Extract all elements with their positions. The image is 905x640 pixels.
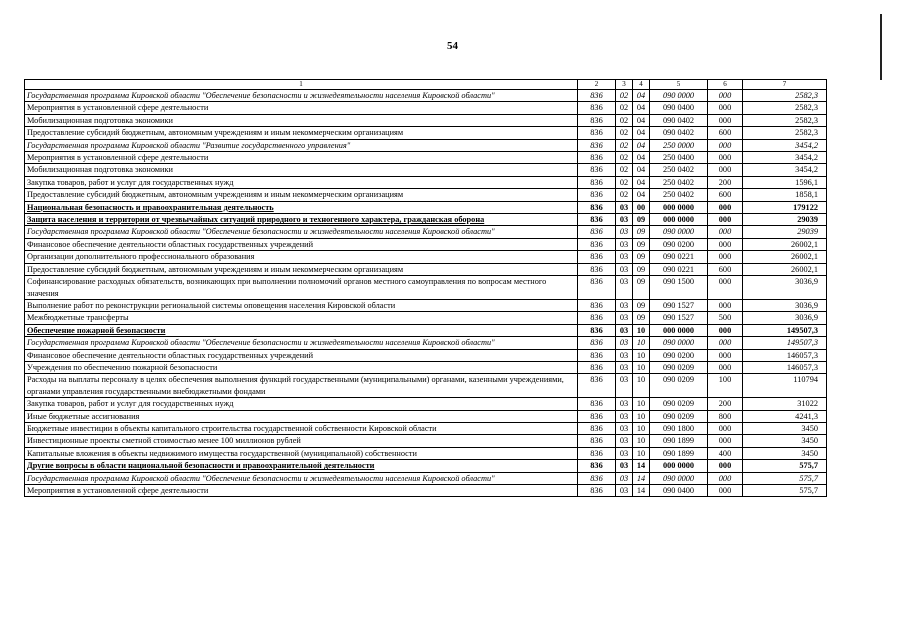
row-expense-type-code: 000 — [708, 201, 743, 213]
row-target-code: 090 0402 — [650, 127, 708, 139]
row-section-code: 02 — [616, 189, 633, 201]
row-ministry-code: 836 — [578, 102, 616, 114]
row-subsection-code: 04 — [633, 102, 650, 114]
row-ministry-code: 836 — [578, 435, 616, 447]
row-ministry-code: 836 — [578, 312, 616, 324]
table-row — [25, 152, 827, 164]
row-section-code: 03 — [616, 472, 633, 484]
row-amount: 2582,3 — [743, 102, 827, 114]
table-row — [25, 324, 827, 336]
table-row — [25, 189, 827, 201]
row-subsection-code: 10 — [633, 324, 650, 336]
row-amount: 3450 — [743, 435, 827, 447]
row-description: Межбюджетные трансферты — [25, 312, 578, 324]
row-target-code: 090 0400 — [650, 102, 708, 114]
row-section-code: 03 — [616, 398, 633, 410]
row-amount: 1596,1 — [743, 176, 827, 188]
row-expense-type-code: 000 — [708, 214, 743, 226]
row-section-code: 03 — [616, 410, 633, 422]
row-description: Иные бюджетные ассигнования — [25, 410, 578, 422]
row-subsection-code: 14 — [633, 485, 650, 497]
row-description: Расходы на выплаты персоналу в целях обеспечения выполнения функций государственными (муниципальными) органами, казенными учреждениями, органами управления государственными внебюджетными фондами — [25, 374, 578, 398]
row-amount: 149507,3 — [743, 337, 827, 349]
table-row — [25, 90, 827, 102]
row-description: Закупка товаров, работ и услуг для государственных нужд — [25, 398, 578, 410]
row-ministry-code: 836 — [578, 251, 616, 263]
row-ministry-code: 836 — [578, 485, 616, 497]
row-expense-type-code: 000 — [708, 114, 743, 126]
row-description: Государственная программа Кировской области "Обеспечение безопасности и жизнедеятельности населения Кировской области" — [25, 226, 578, 238]
row-amount: 2582,3 — [743, 127, 827, 139]
row-description: Мероприятия в установленной сфере деятельности — [25, 152, 578, 164]
row-target-code: 000 0000 — [650, 214, 708, 226]
row-description: Другие вопросы в области национальной безопасности и правоохранительной деятельности — [25, 460, 578, 472]
row-subsection-code: 10 — [633, 410, 650, 422]
table-row — [25, 472, 827, 484]
row-amount: 149507,3 — [743, 324, 827, 336]
row-target-code: 090 0000 — [650, 472, 708, 484]
row-expense-type-code: 000 — [708, 238, 743, 250]
row-target-code: 090 0402 — [650, 114, 708, 126]
row-description: Предоставление субсидий бюджетным, автономным учреждениям и иным некоммерческим организациям — [25, 263, 578, 275]
row-description: Финансовое обеспечение деятельности областных государственных учреждений — [25, 238, 578, 250]
page-number: 54 — [447, 40, 458, 52]
row-amount: 26002,1 — [743, 238, 827, 250]
row-subsection-code: 10 — [633, 361, 650, 373]
row-section-code: 03 — [616, 485, 633, 497]
row-target-code: 090 0000 — [650, 226, 708, 238]
row-target-code: 090 1899 — [650, 447, 708, 459]
row-ministry-code: 836 — [578, 374, 616, 398]
row-target-code: 250 0400 — [650, 152, 708, 164]
budget-table-body — [25, 80, 827, 497]
row-expense-type-code: 000 — [708, 164, 743, 176]
row-expense-type-code: 000 — [708, 276, 743, 300]
row-target-code: 090 0000 — [650, 90, 708, 102]
row-expense-type-code: 800 — [708, 410, 743, 422]
row-amount: 575,7 — [743, 460, 827, 472]
row-target-code: 090 0200 — [650, 238, 708, 250]
row-amount: 26002,1 — [743, 251, 827, 263]
row-expense-type-code: 000 — [708, 435, 743, 447]
row-subsection-code: 09 — [633, 263, 650, 275]
table-row — [25, 299, 827, 311]
row-expense-type-code: 000 — [708, 349, 743, 361]
row-section-code: 03 — [616, 276, 633, 300]
budget-table — [24, 79, 827, 497]
row-expense-type-code: 000 — [708, 152, 743, 164]
row-expense-type-code: 600 — [708, 263, 743, 275]
row-target-code: 090 0200 — [650, 349, 708, 361]
row-amount: 3450 — [743, 422, 827, 434]
row-amount: 1858,1 — [743, 189, 827, 201]
row-description: Инвестиционные проекты сметной стоимостью менее 100 миллионов рублей — [25, 435, 578, 447]
row-target-code: 090 0221 — [650, 263, 708, 275]
row-section-code: 03 — [616, 214, 633, 226]
row-amount: 4241,3 — [743, 410, 827, 422]
row-amount: 2582,3 — [743, 114, 827, 126]
table-row — [25, 435, 827, 447]
row-description: Мобилизационная подготовка экономики — [25, 114, 578, 126]
table-row — [25, 102, 827, 114]
row-subsection-code: 04 — [633, 189, 650, 201]
row-target-code: 090 1899 — [650, 435, 708, 447]
table-row — [25, 447, 827, 459]
header-col-4: 4 — [633, 80, 650, 90]
row-ministry-code: 836 — [578, 90, 616, 102]
table-row — [25, 398, 827, 410]
row-ministry-code: 836 — [578, 460, 616, 472]
header-col-1: 1 — [25, 80, 578, 90]
row-description: Обеспечение пожарной безопасности — [25, 324, 578, 336]
row-section-code: 02 — [616, 139, 633, 151]
row-subsection-code: 09 — [633, 251, 650, 263]
row-target-code: 090 0221 — [650, 251, 708, 263]
row-amount: 3454,2 — [743, 152, 827, 164]
row-description: Государственная программа Кировской области "Обеспечение безопасности и жизнедеятельности населения Кировской области" — [25, 337, 578, 349]
row-subsection-code: 04 — [633, 176, 650, 188]
row-ministry-code: 836 — [578, 176, 616, 188]
table-row — [25, 361, 827, 373]
row-description: Закупка товаров, работ и услуг для государственных нужд — [25, 176, 578, 188]
row-subsection-code: 10 — [633, 398, 650, 410]
header-col-6: 6 — [708, 80, 743, 90]
row-expense-type-code: 000 — [708, 361, 743, 373]
table-row — [25, 164, 827, 176]
row-section-code: 03 — [616, 361, 633, 373]
row-amount: 179122 — [743, 201, 827, 213]
row-target-code: 250 0000 — [650, 139, 708, 151]
row-amount: 146057,3 — [743, 349, 827, 361]
table-row — [25, 349, 827, 361]
row-ministry-code: 836 — [578, 214, 616, 226]
row-ministry-code: 836 — [578, 349, 616, 361]
row-ministry-code: 836 — [578, 410, 616, 422]
table-row — [25, 422, 827, 434]
row-target-code: 000 0000 — [650, 324, 708, 336]
header-col-7: 7 — [743, 80, 827, 90]
table-row — [25, 139, 827, 151]
row-expense-type-code: 500 — [708, 312, 743, 324]
row-subsection-code: 09 — [633, 214, 650, 226]
row-target-code: 250 0402 — [650, 189, 708, 201]
row-target-code: 090 1527 — [650, 299, 708, 311]
row-ministry-code: 836 — [578, 238, 616, 250]
table-header-row — [25, 80, 827, 90]
row-target-code: 090 0209 — [650, 410, 708, 422]
row-section-code: 02 — [616, 164, 633, 176]
header-col-2: 2 — [578, 80, 616, 90]
row-expense-type-code: 000 — [708, 472, 743, 484]
row-amount: 31022 — [743, 398, 827, 410]
row-subsection-code: 09 — [633, 299, 650, 311]
table-row — [25, 410, 827, 422]
row-expense-type-code: 000 — [708, 251, 743, 263]
row-amount: 146057,3 — [743, 361, 827, 373]
row-section-code: 02 — [616, 176, 633, 188]
row-description: Выполнение работ по реконструкции региональной системы оповещения населения Кировской области — [25, 299, 578, 311]
row-description: Бюджетные инвестиции в объекты капитального строительства государственной собственности Кировской области — [25, 422, 578, 434]
row-description: Государственная программа Кировской области "Обеспечение безопасности и жизнедеятельности населения Кировской области" — [25, 90, 578, 102]
table-row — [25, 114, 827, 126]
row-expense-type-code: 000 — [708, 337, 743, 349]
row-description: Предоставление субсидий бюджетным, автономным учреждениям и иным некоммерческим организациям — [25, 189, 578, 201]
row-ministry-code: 836 — [578, 398, 616, 410]
row-description: Мобилизационная подготовка экономики — [25, 164, 578, 176]
row-expense-type-code: 000 — [708, 299, 743, 311]
row-target-code: 090 1800 — [650, 422, 708, 434]
table-row — [25, 337, 827, 349]
row-description: Государственная программа Кировской области "Обеспечение безопасности и жизнедеятельности населения Кировской области" — [25, 472, 578, 484]
row-target-code: 090 0209 — [650, 374, 708, 398]
row-expense-type-code: 000 — [708, 102, 743, 114]
row-section-code: 02 — [616, 152, 633, 164]
row-expense-type-code: 400 — [708, 447, 743, 459]
row-target-code: 250 0402 — [650, 176, 708, 188]
row-ministry-code: 836 — [578, 337, 616, 349]
row-target-code: 090 0209 — [650, 361, 708, 373]
row-amount: 3036,9 — [743, 299, 827, 311]
row-section-code: 03 — [616, 324, 633, 336]
row-ministry-code: 836 — [578, 139, 616, 151]
row-amount: 575,7 — [743, 485, 827, 497]
row-description: Защита населения и территории от чрезвычайных ситуаций природного и техногенного характера, гражданская оборона — [25, 214, 578, 226]
row-subsection-code: 10 — [633, 349, 650, 361]
row-ministry-code: 836 — [578, 447, 616, 459]
row-description: Национальная безопасность и правоохранительная деятельность — [25, 201, 578, 213]
header-col-5: 5 — [650, 80, 708, 90]
row-section-code: 02 — [616, 127, 633, 139]
table-row — [25, 176, 827, 188]
row-amount: 3036,9 — [743, 312, 827, 324]
row-amount: 2582,3 — [743, 90, 827, 102]
row-target-code: 090 0400 — [650, 485, 708, 497]
row-target-code: 250 0402 — [650, 164, 708, 176]
row-description: Учреждения по обеспечению пожарной безопасности — [25, 361, 578, 373]
row-subsection-code: 04 — [633, 127, 650, 139]
table-row — [25, 251, 827, 263]
row-subsection-code: 04 — [633, 152, 650, 164]
table-row — [25, 214, 827, 226]
row-ministry-code: 836 — [578, 324, 616, 336]
row-ministry-code: 836 — [578, 152, 616, 164]
row-target-code: 090 1527 — [650, 312, 708, 324]
row-amount: 110794 — [743, 374, 827, 398]
table-row — [25, 374, 827, 398]
row-expense-type-code: 600 — [708, 127, 743, 139]
row-expense-type-code: 000 — [708, 90, 743, 102]
row-amount: 3454,2 — [743, 164, 827, 176]
table-row — [25, 127, 827, 139]
row-description: Мероприятия в установленной сфере деятельности — [25, 102, 578, 114]
row-ministry-code: 836 — [578, 422, 616, 434]
table-row — [25, 276, 827, 300]
row-section-code: 03 — [616, 349, 633, 361]
table-row — [25, 263, 827, 275]
row-subsection-code: 04 — [633, 90, 650, 102]
row-section-code: 02 — [616, 102, 633, 114]
row-ministry-code: 836 — [578, 114, 616, 126]
row-ministry-code: 836 — [578, 276, 616, 300]
row-section-code: 03 — [616, 374, 633, 398]
row-subsection-code: 09 — [633, 226, 650, 238]
row-description: Софинансирование расходных обязательств, возникающих при выполнении полномочий органов местного самоуправления по вопросам местного значения — [25, 276, 578, 300]
row-subsection-code: 10 — [633, 447, 650, 459]
row-target-code: 090 1500 — [650, 276, 708, 300]
row-expense-type-code: 000 — [708, 226, 743, 238]
table-row — [25, 201, 827, 213]
row-section-code: 02 — [616, 90, 633, 102]
table-row — [25, 485, 827, 497]
row-ministry-code: 836 — [578, 201, 616, 213]
row-expense-type-code: 000 — [708, 460, 743, 472]
row-ministry-code: 836 — [578, 472, 616, 484]
table-row — [25, 312, 827, 324]
row-ministry-code: 836 — [578, 189, 616, 201]
row-ministry-code: 836 — [578, 299, 616, 311]
row-ministry-code: 836 — [578, 226, 616, 238]
header-col-3: 3 — [616, 80, 633, 90]
row-section-code: 03 — [616, 238, 633, 250]
row-section-code: 03 — [616, 447, 633, 459]
row-subsection-code: 10 — [633, 374, 650, 398]
row-expense-type-code: 200 — [708, 176, 743, 188]
row-subsection-code: 09 — [633, 312, 650, 324]
row-subsection-code: 09 — [633, 238, 650, 250]
row-subsection-code: 10 — [633, 337, 650, 349]
table-row — [25, 226, 827, 238]
row-amount: 26002,1 — [743, 263, 827, 275]
row-ministry-code: 836 — [578, 263, 616, 275]
row-amount: 575,7 — [743, 472, 827, 484]
row-section-code: 03 — [616, 226, 633, 238]
row-section-code: 03 — [616, 337, 633, 349]
table-row — [25, 238, 827, 250]
row-amount: 29039 — [743, 226, 827, 238]
row-section-code: 03 — [616, 201, 633, 213]
row-expense-type-code: 000 — [708, 324, 743, 336]
margin-rule — [880, 14, 882, 80]
row-expense-type-code: 100 — [708, 374, 743, 398]
row-description: Мероприятия в установленной сфере деятельности — [25, 485, 578, 497]
row-section-code: 03 — [616, 435, 633, 447]
row-subsection-code: 09 — [633, 276, 650, 300]
row-subsection-code: 04 — [633, 114, 650, 126]
row-subsection-code: 14 — [633, 460, 650, 472]
row-description: Предоставление субсидий бюджетным, автономным учреждениям и иным некоммерческим организациям — [25, 127, 578, 139]
row-amount: 3450 — [743, 447, 827, 459]
table-row — [25, 460, 827, 472]
row-target-code: 090 0209 — [650, 398, 708, 410]
row-target-code: 000 0000 — [650, 460, 708, 472]
row-target-code: 090 0000 — [650, 337, 708, 349]
row-amount: 29039 — [743, 214, 827, 226]
row-ministry-code: 836 — [578, 164, 616, 176]
row-amount: 3454,2 — [743, 139, 827, 151]
row-description: Капитальные вложения в объекты недвижимого имущества государственной (муниципальной) собственности — [25, 447, 578, 459]
row-subsection-code: 14 — [633, 472, 650, 484]
row-description: Организации дополнительного профессионального образования — [25, 251, 578, 263]
row-subsection-code: 10 — [633, 435, 650, 447]
row-expense-type-code: 200 — [708, 398, 743, 410]
row-target-code: 000 0000 — [650, 201, 708, 213]
row-description: Государственная программа Кировской области "Развитие государственного управления" — [25, 139, 578, 151]
row-section-code: 03 — [616, 263, 633, 275]
row-section-code: 02 — [616, 114, 633, 126]
row-description: Финансовое обеспечение деятельности областных государственных учреждений — [25, 349, 578, 361]
row-subsection-code: 00 — [633, 201, 650, 213]
row-section-code: 03 — [616, 460, 633, 472]
row-subsection-code: 04 — [633, 164, 650, 176]
row-ministry-code: 836 — [578, 127, 616, 139]
row-section-code: 03 — [616, 251, 633, 263]
row-expense-type-code: 000 — [708, 422, 743, 434]
row-amount: 3036,9 — [743, 276, 827, 300]
row-subsection-code: 04 — [633, 139, 650, 151]
row-subsection-code: 10 — [633, 422, 650, 434]
row-expense-type-code: 600 — [708, 189, 743, 201]
row-expense-type-code: 000 — [708, 139, 743, 151]
row-expense-type-code: 000 — [708, 485, 743, 497]
row-section-code: 03 — [616, 422, 633, 434]
row-section-code: 03 — [616, 299, 633, 311]
row-section-code: 03 — [616, 312, 633, 324]
row-ministry-code: 836 — [578, 361, 616, 373]
